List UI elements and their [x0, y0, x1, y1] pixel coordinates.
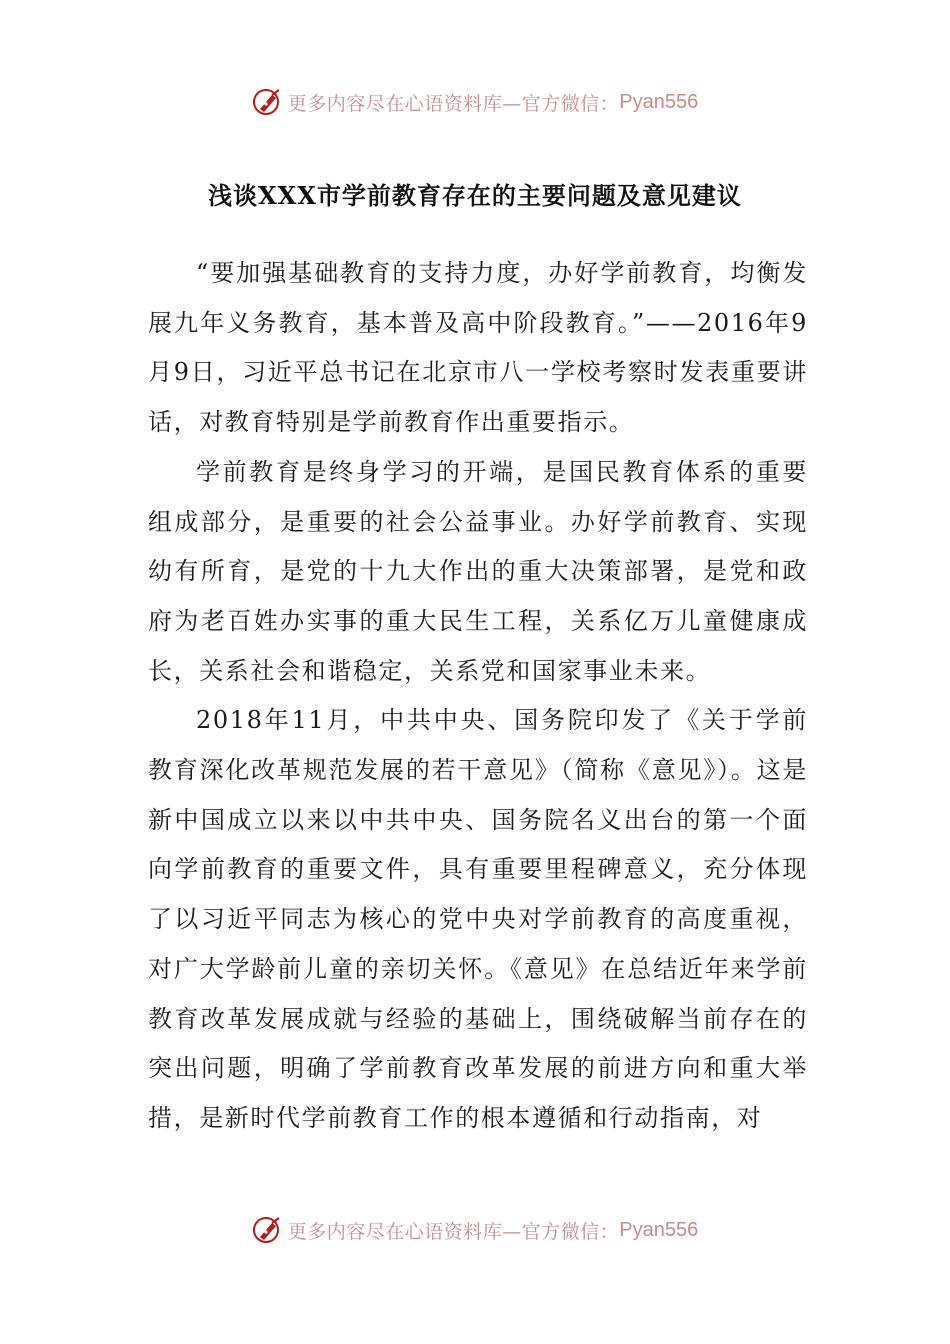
paragraph: 学前教育是终身学习的开端，是国民教育体系的重要组成部分，是重要的社会公益事业。办好学前教育、实现幼有所育，是党的十九大作出的重大决策部署，是党和政府为老百姓办实事的重大民生工程，关系亿万儿童健康成长，关系社会和谐稳定，关系党和国家事业未来。: [148, 457, 808, 685]
banner-text: 更多内容尽在心语资料库—官方微信：: [287, 92, 620, 115]
document-title: 浅谈XXX市学前教育存在的主要问题及意见建议: [208, 181, 742, 210]
header-banner: [0, 82, 950, 122]
wechat-id: Pyan556: [619, 90, 699, 113]
document-body: [148, 249, 808, 1144]
paragraph: 2018年11月，中共中央、国务院印发了《关于学前教育深化改革规范发展的若干意见》（简称《意见》）。这是新中国成立以来以中共中央、国务院名义出台的第一个面向学前教育的重要文件，具有重要里程碑意义，充分体现了以习近平同志为核心的党中央对学前教育的高度重视，对广大学龄前儿童的亲切关怀。《意见》在总结近年来学前教育改革发展成就与经验的基础上，围绕破解当前存在的突出问题，明确了学前教育改革发展的前进方向和重大举措，是新时代学前教育工作的根本遵循和行动指南，对: [148, 706, 808, 1132]
paragraph: “要加强基础教育的支持力度，办好学前教育，均衡发展九年义务教育，基本普及高中阶段教育。”——2016年9月9日，习近平总书记在北京市八一学校考察时发表重要讲话，对教育特别是学前教育作出重要指示。: [148, 259, 808, 437]
footer-banner: [0, 1210, 950, 1250]
wechat-id: Pyan556: [619, 1218, 699, 1241]
banner-text: 更多内容尽在心语资料库—官方微信：: [287, 1220, 620, 1243]
pen-nib-logo-icon: [252, 87, 282, 117]
pen-nib-logo-icon: [252, 1215, 282, 1245]
